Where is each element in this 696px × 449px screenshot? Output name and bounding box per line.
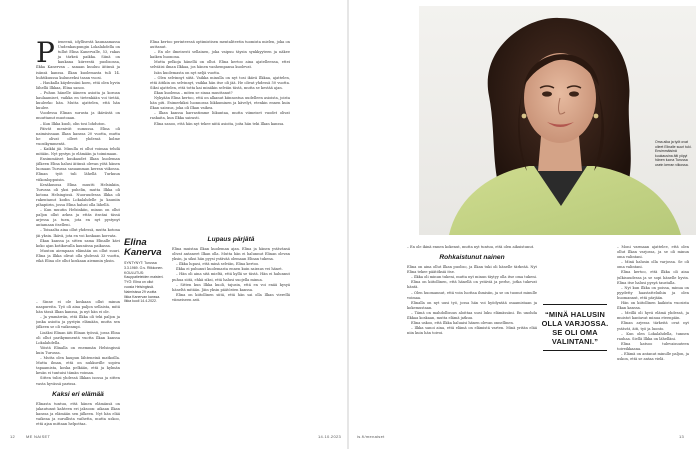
article-column-1b	[36, 300, 120, 435]
paragraph: Elina on kiitollinen siitä, että hän sai olla Ilkan vierellä viimeiseen asti.	[172, 292, 290, 302]
paragraph: – Kun muutin Helsinkiin, minun on ollut paljon ollut arkea ja ettäs itseäni tässä arjessa ja tuen, jota en nyt pystynyt antamaan itselleni.	[36, 208, 120, 228]
page-number-left: 12	[10, 434, 16, 439]
portrait-photo	[419, 6, 696, 235]
pull-quote-line: SE OLI OMA	[552, 328, 598, 337]
paragraph: Muuton aiempaan elämään on ollut suuri. Elina ja Ilkka olivat olla yhdessä 33 vuotta, eikä Elina ole ollut koskaan aiemmin yksin.	[36, 248, 120, 264]
issue-date: 14.10.2023	[318, 434, 342, 439]
paragraph: Yöistä Elinalla on enemmän Helsingissä kuin Turussa.	[36, 345, 120, 355]
pull-quote-rule-top	[543, 304, 607, 305]
paragraph: – Kun Ilkka kuoli, olin tosi lohduton.	[40, 121, 106, 126]
paragraph: Ilkan kanssa ja sitten sama Elinalle kävi koko ajan kotikuvalla kauniissa paikassa.	[36, 238, 120, 248]
article-column-3b	[172, 232, 290, 432]
portrait-illustration	[419, 6, 696, 235]
paragraph: Elinasta tuntuu, että hänen elämänsä on jakautunut kahteen eri jaksoon: aikaan Ilkan kanssa ja elämään sen jälkeen. Nyt hän elää vaikeaa ja surullista vaihetta, mutta uskoo, että ajan mittaan helpottaa.	[36, 401, 120, 426]
paragraph: – Tämä on mahdollisuus aloittaa uusi luku elämässäni. En unohda Ilkkaa koskaan, mutta elämä jatkuu.	[407, 310, 537, 321]
paragraph: – Sitten kun Ilkka kuoli, tajusin, että en voi enää kysyä häneltä mitään. Jäin yksin päätösten kanssa.	[172, 282, 290, 292]
pull-quote	[537, 310, 613, 346]
section-heading: Rohkaistunut nainen	[439, 254, 505, 262]
caption-name-line1: Elina	[124, 237, 147, 248]
paragraph: Elina muistaa Ilkan kuoleman ajan. Elina ja hänen ystävänsä olivat antaneet Ilkan olla. Mutta hän ei halunnut Elinan olevan yksin, ja siksi hän pyysi ystävää olemaan Elinan tukena.	[172, 247, 290, 262]
drop-cap: P	[36, 40, 55, 69]
paragraph: Mutta pelkoja hänellä on ollut. Elina kertoo aina ajatelleensa, ettei selviäisi ilman Ilkkaa, jos hänen vanhempansa kuolevat.	[150, 60, 290, 70]
paragraph: Ensimmäiset kuukaudet Ilkan kuoleman jälkeen Elina halusi äitinsä olevan yötä hänen luonaan Turussa sasuamman kerran viikossa. Elinan työt tuli lähellä Turkuun viikonloppuisin.	[36, 157, 120, 182]
paragraph: Isän kuolemasta on nyt neljä vuotta.	[154, 70, 221, 75]
paragraph: – Ilkka sanoi aina, että elämä on elämistä varten. Minä yritän elää niin kuin hän toivoi.	[407, 326, 537, 336]
paragraph: – Kaikki jäi. Minulla ei ollut voimaa tehdä mitään. Nyt pystyn jo elämään ja toimimaan.	[36, 146, 120, 157]
paragraph: – Meillä oli hyvä elämä yhdessä, ja muistot kantavat minua eteenpäin.	[617, 311, 689, 321]
paragraph: – En ole ikinä ennen kokenut, mutta nyt tuntuu, että olen aikuistunut.	[407, 245, 535, 249]
caption-text: SYNTYNYT: Turussa 3.3.1969. O.s. Riikkonen. KOULUTUS: Kauppatieteiden maisteri. TYÖ: Elina on ollut vuosia Helsingissä. Naimisissa 29 vuotta Ilkka Kanervan kanssa. Ilkka kuoli 14.4.2022.	[124, 261, 164, 304]
site-url: is.fi/menaiset	[357, 434, 385, 439]
paragraph: – Minä halusin olla varjossa. Se oli oma valintani.	[617, 260, 689, 270]
paragraph: – Olen selvinnyt siitä. Vaikka minulla on nyt tosi ikävä Ilkkaa, ajattelen, että äitikin on selvinnyt, vaikka hän itse oli jää. He olivat yhdessä 50 vuotta. Siksi ajattelen, että totta kai minäkin selviän tästä, mutta se kestää ajan.	[150, 75, 290, 90]
pull-quote-line: OLLA VARJOSSA.	[541, 319, 609, 328]
paragraph: Hän on kiitollinen kaikista vuosista Ilkan kanssa.	[617, 301, 689, 311]
paragraph: – Puhun hänelle ääneen asioita ja koroan kaulaamiset, vaikka en tietenkään voi tietää, kuuleeko hän. Mutta ajattelen, että hän kuulee.	[36, 90, 120, 111]
right-page	[349, 0, 696, 449]
paragraph: – Toisaalta aina ollut yhdessä, mutta kotona jäi yksin. Ikävä, jota en voi koskaan korvata.	[36, 228, 120, 238]
pull-quote-rule-bottom	[543, 350, 607, 351]
paragraph: – Olen huomannut, että voin luottaa ihmisiin, ja se on tuonut minulle voimaa.	[407, 290, 537, 300]
section-heading: Kaksi eri elämää	[52, 390, 104, 398]
paragraph: Elina on aina ollut Ilkan puoliso, ja Ilkan tuki oli hänelle tärkeää. Nyt Elina tekee päätöksiä itse.	[407, 265, 537, 275]
paragraph: – Ilkka oli minun tukeni, mutta nyt minun täytyy olla itse oma tukeni.	[411, 275, 537, 280]
paragraph: – Nyt kun Ilkka on poissa, minua on pyydetty haastatteluihin ja olen huomannut, että pärjään.	[617, 285, 689, 300]
article-column-5	[617, 245, 689, 430]
page-number-right: 13	[679, 434, 685, 439]
paragraph: ieneenä, idyllisestä kaunaamassa Uudenkaupungin Lokalahdella on tullut Elina Kanervalle, 53, rakas ja tärkeä paikka. Siinä on kaukana kiireestä puolisonsa, Ilkka Kanervan – sanaan kuuluu äitinsä ja isänsä kanssa. Ilkan kuolemasta tuli 14. huhtikuussa kuluneeksi tasan vuosi.	[36, 40, 120, 80]
paragraph: Elina uskoo, että Ilkka haluaisi hänen olevan onnellinen.	[411, 321, 515, 326]
left-page	[0, 0, 347, 449]
paragraph: – Moni varmaan ajattelee, että olen ollut Ilkan varjossa, ja se oli minun oma valintani.	[617, 245, 689, 260]
paragraph: – En ole ilmeisesti sellainen, joka vaipuu täysin synkkyyteen ja näkee kaiken huonona.	[150, 50, 290, 60]
paragraph: – Haukalla käydessäni koen, että olen hyvin lähellä Ilkkaa, Elina sanoo.	[36, 80, 120, 90]
paragraph: Elina on kiitollinen, että hänellä on ystäviä ja perhe, jotka tukevat häntä.	[407, 280, 537, 290]
section-heading: Lupaus pärjätä	[207, 236, 255, 243]
pull-quote-line: VALINTANI.”	[551, 337, 599, 346]
paragraph: Elina kertoo perinteessä optimistisen mentaliteetin tuomista mielen, joka on auttanut.	[150, 40, 290, 50]
paragraph: – Sinne ei ole koskaan ollut minun naapureita. Työ oli aina paljon sellaista, mitä hän tässä Ilkan kanssa, ja nyt hän ei ole.	[36, 300, 120, 315]
paragraph: Nykyään Elina kertoo, että on alkanut kiinnostua uudelleen asioista, joista hän piti. Esimerkiksi luonnossa liikkuminen ja kävelyt, etenkin ennen kuin Ilkan sairaus, joka oli Ilkan vaikea.	[150, 96, 290, 111]
magazine-name: ME NAISET	[26, 434, 51, 439]
paragraph: Elinalla on nyt uusi työ, jossa hän voi hyödyntää osaamistaan ja kokemustaan.	[407, 300, 537, 310]
paragraph: – Ilkka lupasi, että minä selviän, Elina kertoo.	[176, 262, 260, 267]
paragraph: – Mutta olen kaupun lähteneinä matkoilla. Mutta ilman, että on nukkuville sopiva tapaamista, koska pelkään, että ja kylmän kesän ei tuntuisi tämän voiman.	[36, 356, 120, 376]
pull-quote-line: “MINÄ HALUSIN	[544, 310, 606, 319]
caption-name-line2: Kanerva	[124, 247, 162, 258]
paragraph: Lisäksi Elinan äiti Elinan työssä, jossa Elina oli ollut parikymmentä vuotta Ilkan kanssa Lokalahdella.	[36, 330, 120, 345]
paragraph: – Elämä on antanut minulle paljon, ja uskon, että se antaa vielä.	[617, 351, 689, 362]
paragraph: – Kun olen Lokalahdella, tunnen rauhaa. Siellä Ilkka on lähelläni.	[617, 331, 689, 341]
paragraph: – Ja ymmärrän, että Ilkka oli teki paljon ja jonka asioita ja pystyin elämään, mutta sen jälkeen se oli vaikeampi.	[36, 315, 120, 330]
article-column-4	[407, 245, 537, 430]
paragraph: – Hän oli aina sitä mieltä, että kyllä se tästä. Hän ei halunnut puhua siitä, ehkä siksi, että halusi suojella minua.	[172, 272, 290, 282]
paragraph: Ilkka ei puhunut kuolemasta ennen kuin sairaus vei hänet.	[176, 267, 283, 272]
photo-caption: Oma aika ja työt ovat olleet Elinalle suuri tuki. Ensimmäisinä kuukausina äiti yöpyi hänen luona Turussa usein kerran viikossa.	[655, 140, 692, 167]
paragraph: Ilkan kuolema – miten se sinua muuttanut?	[154, 90, 233, 95]
paragraph: Elina katsoo tulevaisuuteen toiveikkaana.	[617, 341, 689, 351]
paragraph: Sitten tulisi yhdessä Ilkkan isossa ja sitten vasta hyvässä parissa.	[36, 376, 120, 386]
paragraph: – Ilkan kanssa harrastimme liikuntaa, mutta viimeiset vuodet olivat raskaita, kun Ilkka sairasti.	[150, 111, 290, 121]
paragraph: Elina sanoo, että hän nyt tekee niitä asioita, joita hän teki Ilkan kanssa.	[154, 121, 285, 126]
profile-caption	[124, 238, 164, 304]
paragraph: Elina kertoo, että Ilkka oli aina julkisuudessa ja se sopi hänelle hyvin. Elina itse halusi pysyä taustalla.	[617, 270, 689, 285]
paragraph: Elinan arjessa tärkeitä ovat nyt ystävät, äiti, työ ja luonto.	[617, 321, 689, 331]
paragraph: Kesäkuussa Elina muutti Helsinkiin, Turussa oli yksi puhelin, mutta Ilkka oli kotona Helsingissä. Nuoruudessa Ilkka oli rakentanut kodin Lokalahdelle ja kauniin pihapiirin, jossa Elina halusi olla lähellä.	[36, 182, 120, 207]
paragraph: Päivät menivät sumussa. Elina oli naimisissaan Ilkan kanssa 20 vuotta, mutta he olivat olleet yhdessä kolme vuosikymmentä.	[36, 126, 120, 146]
article-column-3	[150, 40, 290, 230]
paragraph: Vuodessa Elinan surusta ja ikävästä on muuttanut muotoaan.	[36, 111, 120, 121]
